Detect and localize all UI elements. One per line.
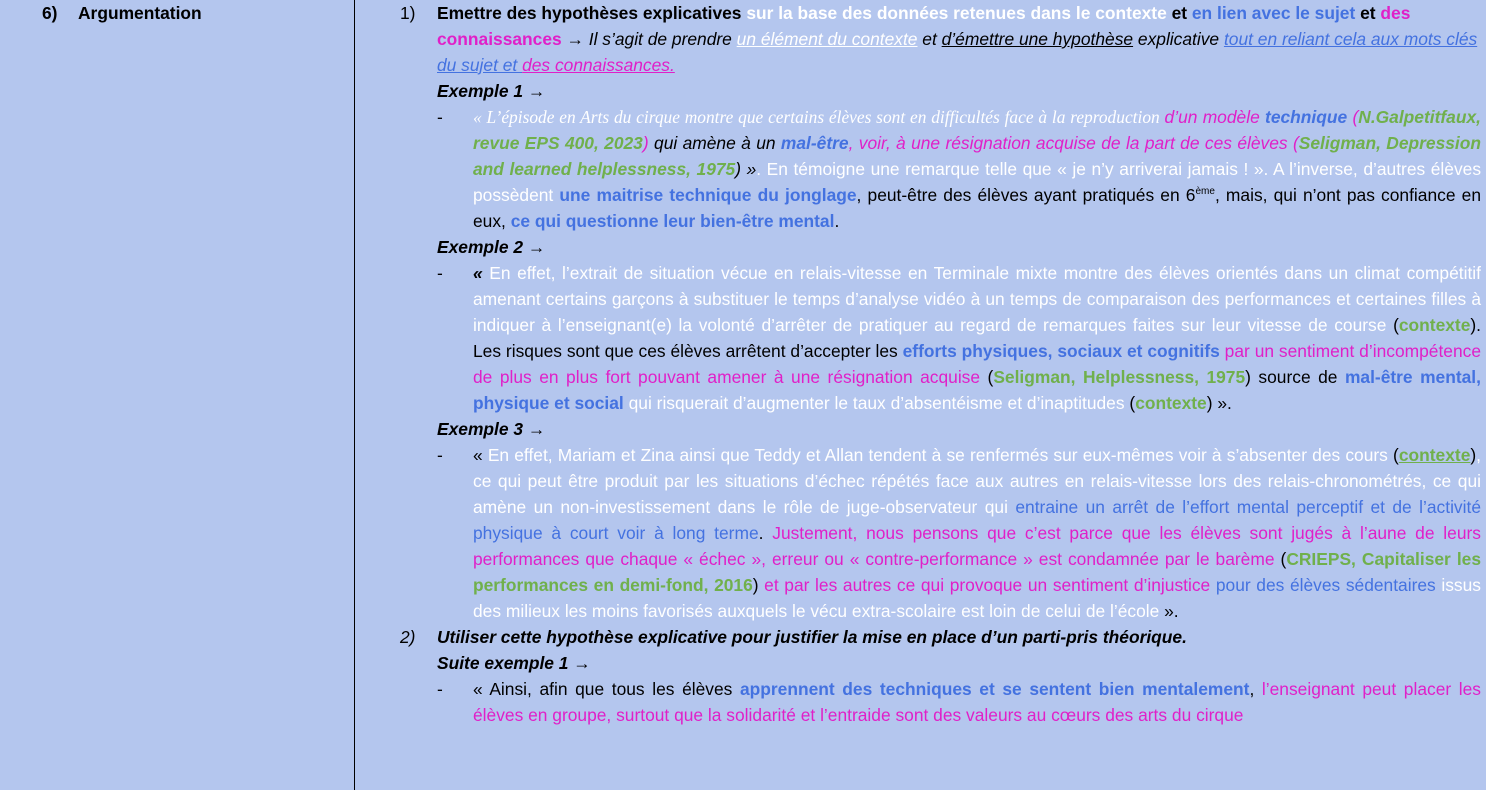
citation: Seligman, Depression and learned helplessness, 1975 — [473, 133, 1481, 179]
text-run: « — [473, 445, 483, 465]
superscript: ème — [1195, 186, 1215, 198]
text-run: et par les autres ce qui provoque un sentiment d’injustice — [764, 575, 1211, 595]
context-label: contexte — [1398, 315, 1471, 335]
citation: CRIEPS, Capitaliser les performances en demi-fond, 2016 — [473, 549, 1481, 595]
text-run: des connaissances — [437, 3, 1411, 49]
citation: Seligman, Helplessness, 1975 — [993, 367, 1246, 387]
text-run: un élément du contexte — [736, 29, 918, 49]
step-2-number: 2) — [400, 627, 416, 647]
step-1-number: 1) — [400, 3, 416, 23]
example-1-paragraph — [437, 104, 1481, 234]
text-run: ( — [1280, 549, 1287, 569]
text-run: Justement, nous pensons que c’est parce que les élèves sont jugés à l’aune de leurs performances que chaque « échec », erreur ou « contre-performance » est condamnée par le barème — [473, 523, 1481, 569]
context-label: contexte — [1135, 393, 1207, 413]
text-run: des connaissances. — [522, 55, 675, 75]
text-run: . En témoigne une remarque telle que « je n’y arriverai jamais ! ». A l’inverse, d’autres élèves possèdent — [473, 159, 1482, 205]
citation: N.Galpetitfaux, revue EPS 400, 2023 — [473, 107, 1481, 153]
text-run: , ce qui peut être produit par les situations d’échec répétés face aux autres en relais-vitesse lors des relais-chronométrés, ce qui amène un non-investissement dans le rôle de juge-observateur qui — [473, 445, 1481, 517]
text-run: ( — [1347, 107, 1359, 127]
text-run: qui amène à un — [648, 133, 781, 153]
example-2-paragraph — [437, 260, 1481, 416]
arrow-icon: → — [561, 29, 589, 49]
text-run: tout en reliant cela aux mots clés du sujet et — [437, 29, 1478, 75]
text-run: issus des milieux les moins favorisés auxquels le vécu extra-scolaire est loin de celui de l’école — [473, 575, 1481, 621]
text-run: « L’épisode en Arts du cirque montre que certains élèves sont en difficultés face à la reproduction — [473, 107, 1165, 127]
text-run: . — [834, 211, 840, 231]
text-run: , — [1249, 679, 1262, 699]
bullet-dash: - — [437, 679, 443, 699]
text-run: entraine un arrêt de l’effort mental perceptif et de l’activité physique à court voir à long terme — [473, 497, 1481, 543]
text-run: ) — [642, 133, 649, 153]
bullet-dash: - — [437, 445, 443, 465]
step-1-text — [437, 0, 1481, 78]
text-run: sur la base des données retenues dans le contexte — [741, 3, 1167, 23]
text-run: En effet, Mariam et Zina ainsi que Teddy et Allan tendent à se renfermés sur eux-mêmes voir à s’absenter des cours — [482, 445, 1394, 465]
text-run: par un sentiment d’incompétence de plus en plus fort pouvant amener à une résignation acquise — [473, 341, 1481, 387]
text-run: Emettre des hypothèses explicatives — [437, 3, 742, 23]
text-run: ) ». — [1206, 393, 1232, 413]
example-1-title: Exemple 1 → — [437, 81, 546, 101]
text-run: , voir, à une résignation acquise de la part de ces élèves ( — [848, 133, 1299, 153]
text-run: efforts physiques, sociaux et cognitifs — [902, 341, 1220, 361]
left-column — [0, 0, 355, 790]
example-3-title: Exemple 3 → — [437, 419, 546, 439]
text-run: . — [758, 523, 773, 543]
right-column — [400, 0, 1481, 728]
section-number: 6) — [42, 3, 58, 23]
text-run: ). Les risques sont que ces élèves arrêtent d’accepter les — [473, 315, 1481, 361]
step-2-text: Utiliser cette hypothèse explicative pour justifier la mise en place d’un parti-pris théorique. — [437, 627, 1187, 647]
text-run: ) » — [735, 159, 757, 179]
text-run: ) — [1470, 445, 1477, 465]
text-run: « — [473, 263, 483, 283]
text-run: ». — [1164, 601, 1179, 621]
step-2 — [400, 624, 1481, 728]
text-run: Il s’agit de prendre — [588, 29, 737, 49]
text-run: l’enseignant peut placer les élèves en groupe, surtout que la solidarité et l’entraide sont des valeurs au cœurs des arts du cirque — [473, 679, 1482, 725]
text-run: , mais, qui n’ont pas confiance en eux, — [473, 185, 1481, 231]
text-run: en lien avec le sujet — [1191, 3, 1356, 23]
text-run: ( — [1393, 315, 1399, 335]
example-3-paragraph — [437, 442, 1481, 624]
text-run: et — [1166, 3, 1192, 23]
section-heading — [42, 0, 202, 26]
text-run: mal-être — [780, 133, 849, 153]
text-run: « Ainsi, afin que tous les élèves — [473, 679, 740, 699]
text-run: technique — [1265, 107, 1348, 127]
text-run: d’émettre une hypothèse — [941, 29, 1134, 49]
bullet-dash: - — [437, 263, 443, 283]
text-run: En effet, l’extrait de situation vécue en relais-vitesse en Terminale mixte montre des élèves orientés dans un climat compétitif amenant certains garçons à substituer le temps d’analyse vidéo à un temps de comparaison des performances et certaines filles à indiquer à l’enseignant(e) la volonté d’arrêter de pratiquer au regard de remarques faites sur leur vitesse de course — [473, 263, 1481, 335]
text-run: et — [1355, 3, 1381, 23]
text-run: qui risquerait d’augmenter le taux d’absentéisme et d’inaptitudes — [623, 393, 1130, 413]
text-run: ) — [752, 575, 765, 595]
text-run: mal-être mental, physique et social — [473, 367, 1481, 413]
text-run: ce qui questionne leur bien-être mental — [510, 211, 835, 231]
text-run: ( — [1393, 445, 1399, 465]
text-run: apprennent des techniques et se sentent bien mentalement — [739, 679, 1250, 699]
text-run: , peut-être des élèves ayant pratiqués en 6 — [856, 185, 1196, 205]
context-label: contexte — [1398, 445, 1471, 465]
suite-example-1-paragraph — [437, 676, 1481, 728]
step-1 — [400, 0, 1481, 624]
text-run: explicative — [1133, 29, 1224, 49]
text-run: d’un modèle — [1164, 107, 1266, 127]
bullet-dash: - — [437, 107, 443, 127]
text-run: ) source de — [1245, 367, 1345, 387]
text-run: une maitrise technique du jonglage — [559, 185, 857, 205]
text-run: pour des élèves sédentaires — [1210, 575, 1436, 595]
suite-example-1-title: Suite exemple 1 → — [437, 653, 591, 673]
text-run: ( — [980, 367, 994, 387]
example-2-title: Exemple 2 → — [437, 237, 546, 257]
text-run: ( — [1129, 393, 1136, 413]
section-title: Argumentation — [78, 3, 202, 23]
text-run: et — [917, 29, 942, 49]
